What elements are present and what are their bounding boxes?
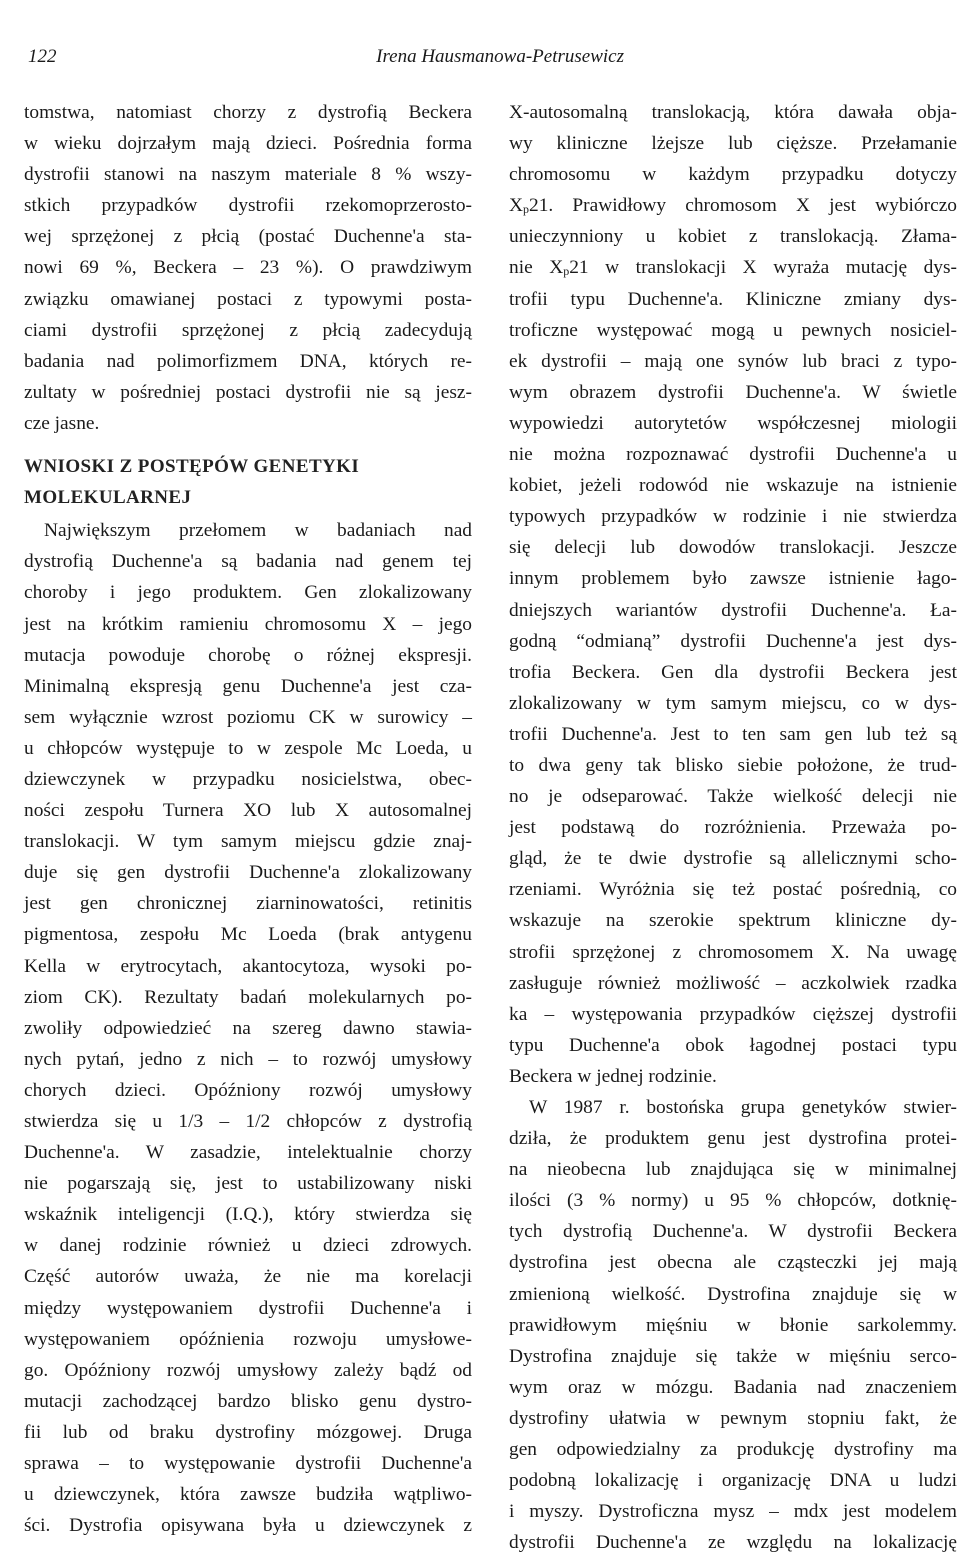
paragraph-translocation <box>509 97 957 1092</box>
section-heading-line: WNIOSKI Z POSTĘPÓW GENETYKI <box>24 456 360 478</box>
text-line: gen odpowiedzialny za produkcję dystrofiny ma <box>509 1439 957 1461</box>
text-line: wypowiedzi autorytetów współczesnej miologii <box>509 412 957 434</box>
text-line: prawidłowym mięśniu w błonie sarkolemmy. <box>509 1314 957 1336</box>
text-line: trofia Beckera. Gen dla dystrofii Beckera jest <box>509 661 957 683</box>
text-line: rzeniami. Wyróżnia się też postać pośrednią, co <box>509 879 957 901</box>
text-line: Kella w erytrocytach, akantocytoza, wysoki po- <box>24 955 472 977</box>
text-run: nie <box>509 257 550 279</box>
text-line: jest gen chronicznej ziarninowatości, retinitis <box>24 893 472 915</box>
gene-locus-subscript: p <box>523 202 530 217</box>
text-line: u chłopców występuje to w zespole Mc Loeda, u <box>24 737 472 759</box>
text-line: badania nad polimorfizmem DNA, których re- <box>24 350 472 372</box>
text-line: zmienioną wielkość. Dystrofina znajduje się w <box>509 1283 957 1305</box>
text-line: sprawa – to występowanie dystrofii Duchenne'a <box>24 1453 472 1475</box>
text-line: podobną lokalizację i organizację DNA u ludzi <box>509 1470 957 1492</box>
text-line: wy kliniczne lżejsze lub cięższe. Przełamanie <box>509 133 957 155</box>
text-line: w wieku dojrzałym mają dzieci. Pośrednia forma <box>24 133 472 155</box>
text-line: to dwa geny tak blisko siebie położone, że trud- <box>509 754 957 776</box>
text-line: zultaty w pośredniej postaci dystrofii nie są jesz- <box>24 381 472 403</box>
text-line: dystrofina jest obecna ale cząsteczki jej mają <box>509 1252 957 1274</box>
text-line: chorych dzieci. Opóźniony rozwój umysłowy <box>24 1079 472 1101</box>
text-line: Część autorów uważa, że nie ma korelacji <box>24 1266 472 1288</box>
text-line: ciami dystrofii sprzężonej z płcią zadecydują <box>24 319 472 341</box>
text-line: duje się gen dystrofii Duchenne'a zlokalizowany <box>24 862 472 884</box>
text-line: tomstwa, natomiast chorzy z dystrofią Beckera <box>24 102 472 123</box>
text-line: wym obrazem dystrofii Duchenne'a. W świetle <box>509 381 957 403</box>
text-line: zlokalizowany w tym samym miejscu, co w dys- <box>509 692 957 714</box>
text-line: zwoliły odpowiedzieć na szereg dawno stawia- <box>24 1017 472 1039</box>
page-header <box>28 46 624 76</box>
text-line: mutacja powoduje chorobę o różnej ekspresji. <box>24 644 472 666</box>
text-line: mutacji zachodzącej bardzo blisko genu dystro- <box>24 1390 472 1412</box>
text-line: ka – występowania przypadków cięższej dystrofii <box>509 1003 957 1025</box>
text-line: wskaźnik inteligencji (I.Q.), który stwierdza się <box>24 1204 472 1226</box>
text-line: Duchenne'a. W zasadzie, intelektualnie chorzy <box>24 1142 472 1164</box>
text-line: w danej rodzinie również u dzieci zdrowych. <box>24 1235 472 1257</box>
text-line: na nieobecna lub znajdująca się w minimalnej <box>509 1159 957 1181</box>
text-line: Dystrofina znajduje się także w mięśniu serco- <box>509 1345 957 1367</box>
text-line: występowaniem opóźnienia rozwoju umysłowe- <box>24 1328 472 1350</box>
text-line: ilości (3 % normy) u 95 % chłopców, dotknię- <box>509 1190 957 1212</box>
text-line: Największym przełomem w badaniach nad <box>44 520 472 542</box>
text-line: kobiet, jeżeli rodowód nie wskazuje na istnienie <box>509 475 957 497</box>
text-line: i myszy. Dystroficzna mysz – mdx jest modelem <box>509 1501 957 1523</box>
text-line: dystrofii stanowi na naszym materiale 8 % wszy- <box>24 164 472 186</box>
text-line: dystrofiny ułatwia w pewnym stopniu fakt, że <box>509 1407 957 1429</box>
text-line-xp21 <box>509 190 957 221</box>
text-line: typowych przypadków w rodzinie i nie stwierdza <box>509 506 957 528</box>
text-line: pigmentosa, zespołu Mc Loeda (brak antygenu <box>24 924 472 946</box>
text-line: Minimalną ekspresją genu Duchenne'a jest cza- <box>24 675 472 697</box>
gene-locus-symbol: X <box>549 257 564 279</box>
text-line: się delecji lub dowodów translokacji. Jeszcze <box>509 537 957 559</box>
text-line: wskazuje na szerokie spektrum kliniczne dy- <box>509 910 957 932</box>
gene-locus-subscript: p <box>563 264 570 279</box>
text-line: stwierdza się u 1/3 – 1/2 chłopców z dystrofią <box>24 1111 472 1132</box>
text-line: stkich przypadków dystrofii rzekomoprzerosto- <box>24 195 472 217</box>
text-line: trofii Duchenne'a. Jest to ten sam gen lub też są <box>509 723 957 745</box>
text-line: fii lub od braku dystrofiny mózgowej. Druga <box>24 1421 472 1443</box>
text-line: godną “odmianą” dystrofii Duchenne'a jest dys- <box>509 630 957 652</box>
right-column <box>509 97 957 1558</box>
text-line: jest podstawą do rozróżnienia. Przeważa po- <box>509 817 957 839</box>
text-line: dziła, że produktem genu jest dystrofina protei- <box>509 1128 957 1150</box>
text-line: dziewczynek w przypadku nosicielstwa, obec- <box>24 768 472 790</box>
text-line: jest na krótkim ramieniu chromosomu X – jego <box>24 613 472 635</box>
text-line: troficzne występować mogą u pewnych nosiciel- <box>509 319 957 341</box>
text-line: trofii typu Duchenne'a. Kliniczne zmiany dys- <box>509 288 957 310</box>
text-line: innym problemem było zawsze istnienie łago- <box>509 568 957 590</box>
paragraph-dystrophin <box>509 1092 957 1558</box>
text-line: choroby i jego produktem. Gen zlokalizowany <box>24 582 472 604</box>
text-line: ek dystrofii – mają one synów lub braci z typo- <box>509 350 957 372</box>
text-line: nie pogarszają się, jest to ustabilizowany niski <box>24 1173 472 1195</box>
text-line: dniejszych wariantów dystrofii Duchenne'a. Ła- <box>509 599 957 621</box>
paragraph-molecular-genetics <box>24 515 472 1541</box>
text-line: nych pytań, jedno z nich – to rozwój umysłowy <box>24 1048 472 1070</box>
text-line: między występowaniem dystrofii Duchenne'a i <box>24 1297 472 1319</box>
text-line: X-autosomalną translokacją, która dawała obja- <box>509 102 957 123</box>
text-line: W 1987 r. bostońska grupa genetyków stwier- <box>529 1097 957 1118</box>
section-heading <box>24 451 472 513</box>
text-line: związku omawianej postaci z typowymi posta- <box>24 288 472 310</box>
section-heading-line: MOLEKULARNEJ <box>24 487 192 509</box>
text-line: Beckera w jednej rodzinie. <box>509 1065 717 1087</box>
text-line: unieczynniony u kobiet z translokacją. Złama- <box>509 226 957 248</box>
text-line: u dziewczynek, która zawsze budziła wątpliwo- <box>24 1484 472 1506</box>
text-line: typu Duchenne'a obok łagodnej postaci typu <box>509 1034 957 1056</box>
text-line-xp21 <box>509 252 957 283</box>
text-line: no je odseparować. Także wielkość delecji nie <box>509 786 957 808</box>
text-line: sem wyłącznie wzrost poziomu CK w surowicy – <box>24 706 472 728</box>
text-line: dystrofii Duchenne'a ze względu na lokalizację <box>509 1532 957 1554</box>
page-number: 122 <box>28 46 57 67</box>
text-line: chromosomu w każdym przypadku dotyczy <box>509 164 957 186</box>
text-line: strofii sprzężonej z chromosomem X. Na uwagę <box>509 941 957 963</box>
text-line: cze jasne. <box>24 412 100 434</box>
text-run: 21 w translokacji X wyraża mutację dys- <box>569 257 957 279</box>
text-line: ści. Dystrofia opisywana była u dziewczynek z <box>24 1515 472 1537</box>
text-line: gląd, że te dwie dystrofie są allelicznymi scho- <box>509 848 957 870</box>
text-line: dystrofią Duchenne'a są badania nad genem tej <box>24 551 472 573</box>
text-line: zasługuje również możliwość – aczkolwiek rzadka <box>509 972 957 994</box>
text-line: nie można rozpoznawać dystrofii Duchenne'a u <box>509 444 957 466</box>
gene-locus-symbol: X <box>509 195 524 217</box>
text-line: wej sprzężonej z płcią (postać Duchenne'a sta- <box>24 226 472 248</box>
text-line: ziom CK). Rezultaty badań molekularnych po- <box>24 986 472 1008</box>
text-line: nowi 69 %, Beckera – 23 %). O prawdziwym <box>24 257 472 279</box>
text-line: go. Opóźniony rozwój umysłowy zależy bądź od <box>24 1359 472 1381</box>
paragraph-mental-status <box>24 97 472 439</box>
running-head: Irena Hausmanowa-Petrusewicz <box>376 46 624 67</box>
text-line: tych dystrofią Duchenne'a. W dystrofii Beckera <box>509 1221 957 1243</box>
text-run: 21. Prawidłowy chromosom X jest wybiórczo <box>529 195 957 217</box>
text-line: wym oraz w mózgu. Badania nad znaczeniem <box>509 1376 957 1398</box>
left-column <box>24 97 472 1541</box>
text-line: translokacji. W tym samym miejscu gdzie znaj- <box>24 831 472 853</box>
text-line: ności zespołu Turnera XO lub X autosomalnej <box>24 800 472 822</box>
